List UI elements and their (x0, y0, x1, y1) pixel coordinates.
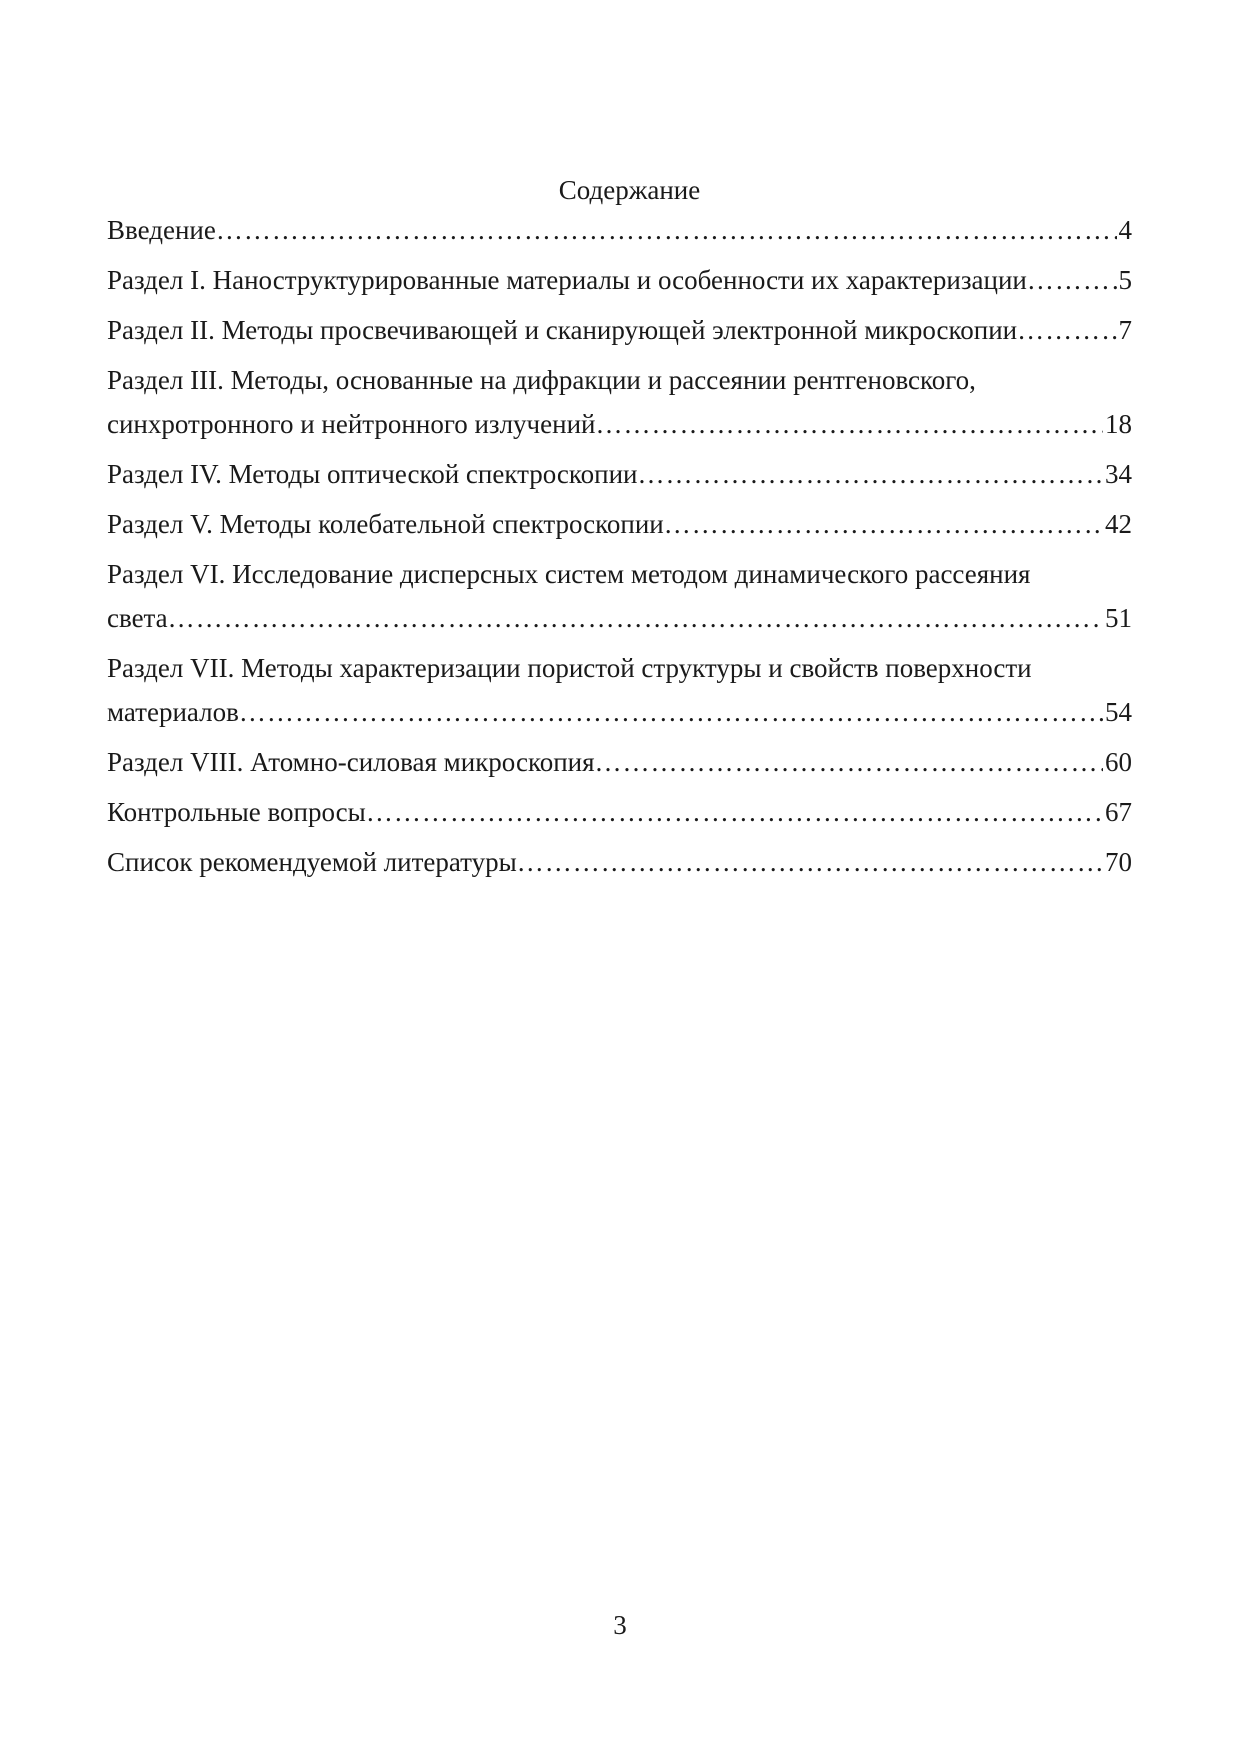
dot-leader (664, 502, 1103, 546)
toc-entry[interactable] (107, 452, 1132, 496)
toc-entry-line (107, 596, 1132, 640)
toc-entry-line (107, 502, 1132, 546)
toc-entry[interactable] (107, 358, 1132, 446)
toc-entry[interactable] (107, 552, 1132, 640)
toc-entry[interactable] (107, 208, 1132, 252)
toc-entry[interactable] (107, 740, 1132, 784)
toc-page-number: 7 (1118, 315, 1132, 345)
toc-entry-text: Введение (107, 215, 216, 245)
toc-entry-line (107, 840, 1132, 884)
toc-entry-text: Раздел I. Наноструктурированные материалы и особенности их характеризации (107, 265, 1027, 295)
toc-title: Содержание (558, 175, 701, 205)
toc-entry[interactable] (107, 646, 1132, 734)
toc-entry-text: Раздел III. Методы, основанные на дифракции и рассеянии рентгеновского, (107, 365, 976, 395)
dot-leader (595, 402, 1103, 446)
dot-leader (239, 690, 1103, 734)
toc-entry-line (107, 740, 1132, 784)
toc-entries (107, 208, 1132, 884)
toc-page-number: 42 (1105, 509, 1132, 539)
toc-page-number: 34 (1105, 459, 1132, 489)
toc-page-number: 67 (1105, 797, 1132, 827)
toc-entry-text: Раздел IV. Методы оптической спектроскопии (107, 459, 638, 489)
toc-page-number: 5 (1118, 265, 1132, 295)
toc-page-number: 4 (1118, 215, 1132, 245)
toc-entry-text: Список рекомендуемой литературы (107, 847, 517, 877)
dot-leader (1027, 258, 1117, 302)
toc-entry-line (107, 690, 1132, 734)
toc-entry[interactable] (107, 790, 1132, 834)
page-number: 3 (613, 1610, 627, 1640)
dot-leader (366, 790, 1103, 834)
toc-page-number: 54 (1105, 697, 1132, 727)
dot-leader (595, 740, 1103, 784)
toc-entry-text: Контрольные вопросы (107, 797, 366, 827)
toc-entry-text: Раздел VIII. Атомно-силовая микроскопия (107, 747, 595, 777)
toc-page-number: 70 (1105, 847, 1132, 877)
toc-entry-text: Раздел V. Методы колебательной спектроскопии (107, 509, 664, 539)
toc-entry-line (107, 208, 1132, 252)
toc-entry-text: Раздел II. Методы просвечивающей и сканирующей электронной микроскопии (107, 315, 1018, 345)
toc-entry-text: света (107, 603, 168, 633)
toc-page-number: 18 (1105, 409, 1132, 439)
toc-entry[interactable] (107, 258, 1132, 302)
toc-entry-line (107, 452, 1132, 496)
table-of-contents (107, 172, 1132, 890)
dot-leader (1017, 308, 1116, 352)
toc-entry-line (107, 258, 1132, 302)
toc-entry-text: синхротронного и нейтронного излучений (107, 409, 596, 439)
dot-leader (216, 208, 1117, 252)
toc-entry-line (107, 790, 1132, 834)
dot-leader (168, 596, 1103, 640)
dot-leader (517, 840, 1103, 884)
toc-entry-line (107, 402, 1132, 446)
toc-entry-text: Раздел VI. Исследование дисперсных систем методом динамического рассеяния (107, 559, 1031, 589)
toc-entry-text: Раздел VII. Методы характеризации пористой структуры и свойств поверхности (107, 653, 1032, 683)
toc-page-number: 51 (1105, 603, 1132, 633)
toc-entry-text: материалов (107, 697, 239, 727)
dot-leader (637, 452, 1103, 496)
toc-entry[interactable] (107, 308, 1132, 352)
toc-entry-line (107, 308, 1132, 352)
toc-page-number: 60 (1105, 747, 1132, 777)
toc-entry[interactable] (107, 840, 1132, 884)
toc-entry[interactable] (107, 502, 1132, 546)
